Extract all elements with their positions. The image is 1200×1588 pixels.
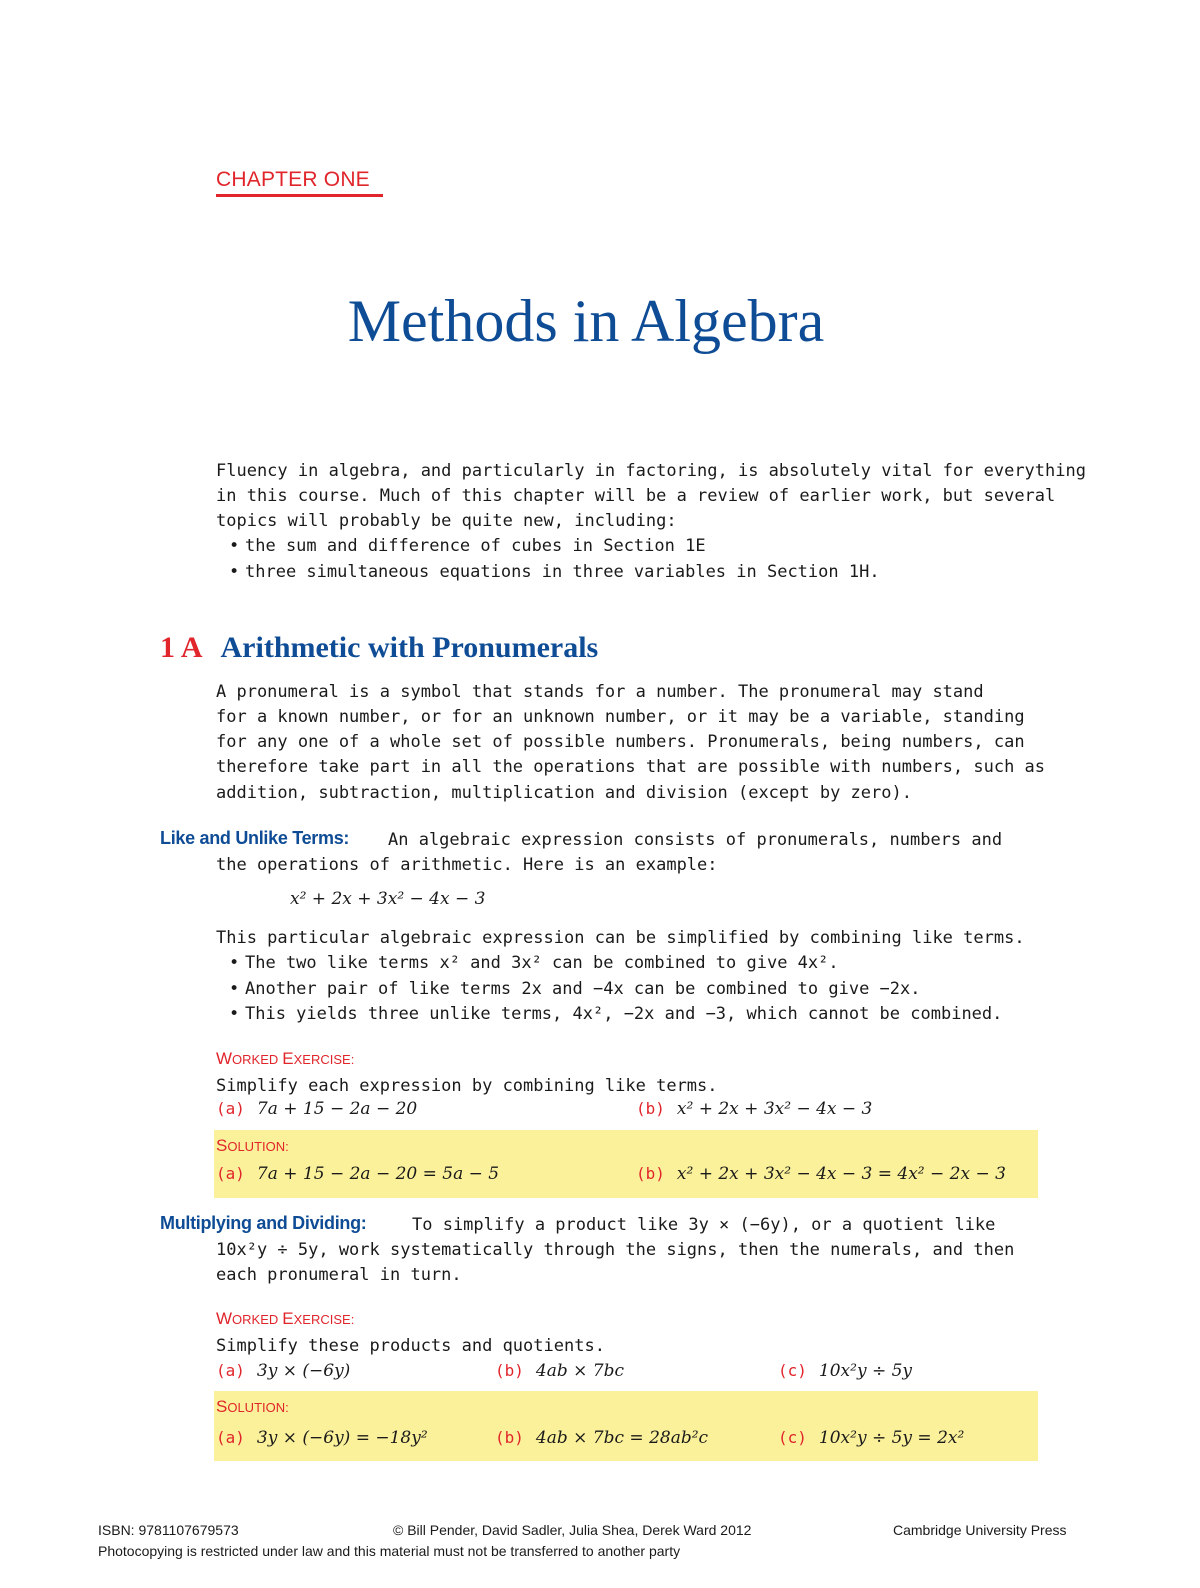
mult-div-heading: Multiplying and Dividing:	[160, 1213, 367, 1233]
ex2-part-c-label: (c)	[778, 1361, 807, 1380]
solution-2-label	[216, 1397, 289, 1417]
solution-cap: S	[216, 1136, 228, 1155]
we-rest-w: ORKED	[232, 1052, 279, 1067]
solution-a-expression: 7a + 15 − 2a − 20 = 5a − 5	[256, 1164, 500, 1184]
solution-1-label	[216, 1136, 289, 1156]
part-a-label: (a)	[216, 1099, 245, 1118]
footer-notice: Photocopying is restricted under law and this material must not be transferred to another party	[98, 1543, 681, 1559]
we-cap-w: W	[216, 1049, 233, 1068]
we2-cap-e: E	[282, 1309, 294, 1328]
intro-bullet-1	[231, 534, 706, 559]
intro-line-1: Fluency in algebra, and particularly in factoring, is absolutely vital for everything	[216, 461, 1086, 481]
worked-exercise-1-label	[216, 1049, 354, 1069]
section-heading	[160, 631, 598, 665]
we2-cap-w: W	[216, 1309, 233, 1328]
solution-1-part-b	[636, 1164, 1006, 1184]
worked-exercise-2-part-b	[495, 1361, 624, 1381]
footer-publisher: Cambridge University Press	[893, 1522, 1067, 1538]
solution-2-part-b	[495, 1428, 708, 1448]
section-number: 1 A	[160, 631, 203, 664]
worked-exercise-2-label	[216, 1309, 354, 1329]
like-terms-bullet-1	[231, 951, 839, 976]
bullet-icon	[231, 562, 245, 582]
intro-bullet-2	[231, 560, 880, 585]
intro-bullet-2-text: three simultaneous equations in three variables in Section 1H.	[245, 562, 880, 582]
ex2-part-c-expression: 10x²y ÷ 5y	[818, 1361, 913, 1381]
part-b-expression: x² + 2x + 3x² − 4x − 3	[676, 1099, 873, 1119]
intro-line-2: in this course. Much of this chapter will be a review of earlier work, but several	[216, 486, 1056, 506]
sol2-c-label: (c)	[778, 1428, 807, 1447]
chapter-title: Methods in Algebra	[347, 288, 825, 354]
like-terms-bullet-2	[231, 977, 921, 1002]
ex2-part-b-expression: 4ab × 7bc	[535, 1361, 625, 1381]
solution-a-label: (a)	[216, 1164, 245, 1183]
solution2-rest: OLUTION:	[227, 1400, 289, 1415]
ex2-part-b-label: (b)	[495, 1361, 524, 1380]
section-para-line-4: therefore take part in all the operations that are possible with numbers, such as	[216, 757, 1046, 777]
bullet-icon	[231, 953, 245, 973]
we-cap-e: E	[282, 1049, 294, 1068]
worked-exercise-2-prompt: Simplify these products and quotients.	[216, 1336, 605, 1356]
footer-isbn: ISBN: 9781107679573	[98, 1522, 239, 1538]
solution-2-part-a	[216, 1428, 428, 1448]
like-terms-bullet-3	[231, 1002, 1002, 1027]
sol2-b-expression: 4ab × 7bc = 28ab²c	[535, 1428, 709, 1448]
ex2-part-a-label: (a)	[216, 1361, 245, 1380]
sol2-a-label: (a)	[216, 1428, 245, 1447]
mult-div-line-1: To simplify a product like 3y × (−6y), or a quotient like	[412, 1215, 996, 1235]
chapter-label: CHAPTER ONE	[216, 168, 370, 191]
solution2-cap: S	[216, 1397, 228, 1416]
solution-1-part-a	[216, 1164, 499, 1184]
like-terms-example: x² + 2x + 3x² − 4x − 3	[290, 889, 486, 909]
section-para-line-5: addition, subtraction, multiplication and division (except by zero).	[216, 783, 912, 803]
section-title: Arithmetic with Pronumerals	[220, 631, 599, 664]
like-terms-bullet-3-text: This yields three unlike terms, 4x², −2x and −3, which cannot be combined.	[245, 1004, 1003, 1024]
bullet-icon	[231, 979, 245, 999]
sol2-b-label: (b)	[495, 1428, 524, 1447]
chapter-label-underline	[216, 194, 383, 197]
like-terms-bullet-1-text: The two like terms x² and 3x² can be combined to give 4x².	[245, 953, 839, 973]
sol2-a-expression: 3y × (−6y) = −18y²	[256, 1428, 428, 1448]
worked-exercise-1-part-b	[636, 1099, 872, 1119]
intro-bullet-1-text: the sum and difference of cubes in Section 1E	[245, 536, 706, 556]
section-para-line-2: for a known number, or for an unknown number, or it may be a variable, standing	[216, 707, 1025, 727]
solution-b-expression: x² + 2x + 3x² − 4x − 3 = 4x² − 2x − 3	[676, 1164, 1006, 1184]
section-para-line-3: for any one of a whole set of possible numbers. Pronumerals, being numbers, can	[216, 732, 1025, 752]
part-a-expression: 7a + 15 − 2a − 20	[256, 1099, 418, 1119]
worked-exercise-2-part-c	[778, 1361, 912, 1381]
part-b-label: (b)	[636, 1099, 665, 1118]
like-terms-line-1: An algebraic expression consists of pronumerals, numbers and	[388, 830, 1003, 850]
mult-div-line-3: each pronumeral in turn.	[216, 1265, 462, 1285]
worked-exercise-1-part-a	[216, 1099, 417, 1119]
we2-rest-w: ORKED	[232, 1312, 279, 1327]
like-terms-bullet-2-text: Another pair of like terms 2x and −4x can be combined to give −2x.	[245, 979, 921, 999]
like-terms-simplify-line: This particular algebraic expression can be simplified by combining like terms.	[216, 928, 1025, 948]
bullet-icon	[231, 1004, 245, 1024]
like-terms-line-2: the operations of arithmetic. Here is an example:	[216, 855, 718, 875]
bullet-icon	[231, 536, 245, 556]
worked-exercise-2-part-a	[216, 1361, 350, 1381]
we2-rest-e: XERCISE:	[293, 1312, 355, 1327]
solution-rest: OLUTION:	[227, 1139, 289, 1154]
intro-line-3: topics will probably be quite new, including:	[216, 511, 677, 531]
solution-2-part-c	[778, 1428, 964, 1448]
sol2-c-expression: 10x²y ÷ 5y = 2x²	[818, 1428, 965, 1448]
worked-exercise-1-prompt: Simplify each expression by combining like terms.	[216, 1076, 718, 1096]
mult-div-line-2: 10x²y ÷ 5y, work systematically through the signs, then the numerals, and then	[216, 1240, 1015, 1260]
solution-b-label: (b)	[636, 1164, 665, 1183]
footer-copyright: © Bill Pender, David Sadler, Julia Shea, Derek Ward 2012	[393, 1522, 752, 1538]
solution-box-2	[214, 1391, 1038, 1461]
section-para-line-1: A pronumeral is a symbol that stands for a number. The pronumeral may stand	[216, 682, 984, 702]
we-rest-e: XERCISE:	[293, 1052, 355, 1067]
ex2-part-a-expression: 3y × (−6y)	[256, 1361, 351, 1381]
like-terms-heading: Like and Unlike Terms:	[160, 828, 350, 848]
